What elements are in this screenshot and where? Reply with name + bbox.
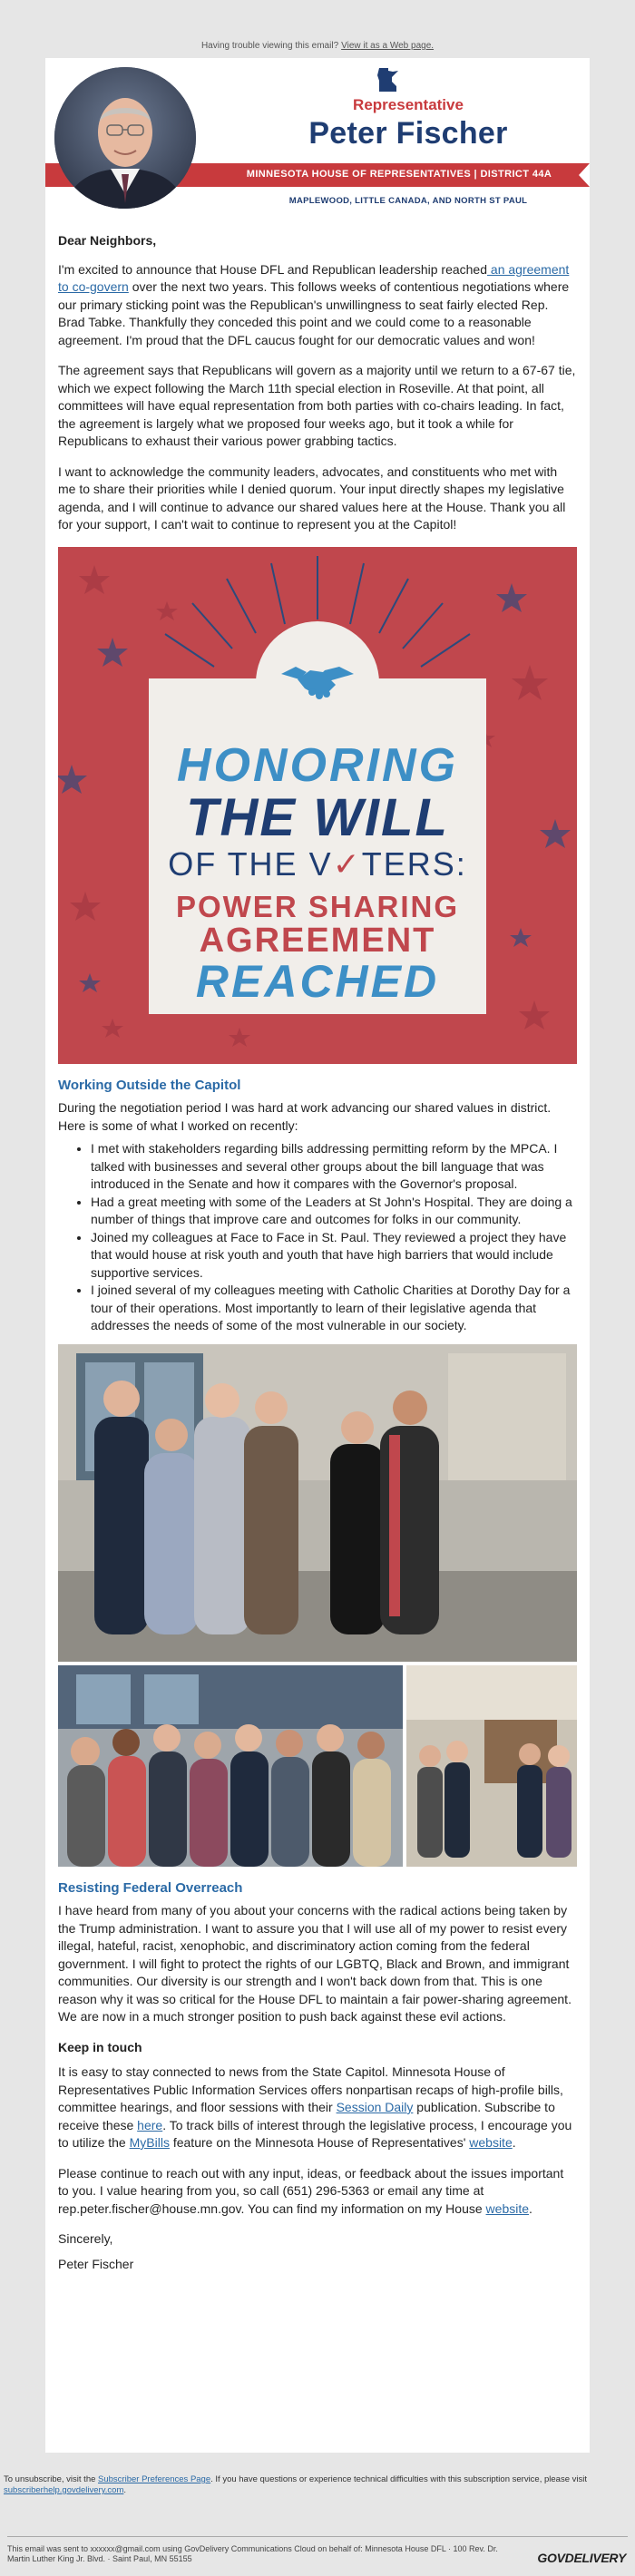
power-sharing-graphic [58,547,577,1064]
paragraph-text: . [512,2135,516,2150]
portrait-photo [54,67,196,209]
web-page-link[interactable]: View it as a Web page. [341,41,435,51]
group-photo-main [58,1344,577,1662]
house-website-link[interactable]: website [469,2135,513,2150]
footer-text: . [123,2485,126,2495]
graphic-power-sharing-text: POWER SHARING [175,889,460,923]
paragraph-agreement [58,261,577,350]
newsletter-header [45,58,590,221]
mybills-link[interactable]: MyBills [129,2135,170,2150]
sent-to-notice: This email was sent to xxxxxx@gmail.com using GovDelivery Communications Cloud on behalf of: Minnesota House DFL · 100 Rev. Dr. Martin Luther King Jr. Blvd. · Saint Paul, MN 55155 [7,2544,498,2563]
subscriber-preferences-link[interactable]: Subscriber Preferences Page [98,2474,211,2484]
list-item: • Had a great meeting with some of the Leaders at St John's Hospital. They are doing a number of things that improve care and outcomes for folks in our community. [91,1194,577,1229]
paragraph-text: . [529,2200,532,2216]
rep-title-label: Representative [353,96,464,113]
govdelivery-logo[interactable]: GOVDELIVERY [537,2551,626,2565]
footer-text: To unsubscribe, visit the [4,2474,99,2484]
district-banner-text: MINNESOTA HOUSE OF REPRESENTATIVES | DISTRICT 44A [246,169,552,180]
greeting: Dear Neighbors, [58,233,157,248]
footer-divider [7,2536,628,2537]
sign-off: Sincerely, [58,2231,113,2246]
minnesota-state-icon [376,67,400,93]
footer-text: . If you have questions or experience technical difficulties with this subscription service, please visit [210,2474,587,2484]
list-item: • I met with stakeholders regarding bills addressing permitting reform by the MPCA. I talked with businesses and several other groups about the bill language that was introduced in the Senate and how it compares with the Governor's proposal. [91,1140,577,1194]
signature-name: Peter Fischer [58,2256,134,2271]
subscriber-help-link[interactable]: subscriberhelp.govdelivery.com [4,2485,124,2495]
activity-list [58,1140,577,1335]
web-view-bar [0,0,635,58]
paragraph-text: It is easy to stay connected to news from the State Capitol. Minnesota House of Representatives Public Information Services offers nonpartisan recaps of high-profile bills, committee hearings, and floor sessions with their [58,2064,563,2114]
section-heading-federal: Resisting Federal Overreach [58,1879,243,1896]
paragraph-text: publication. Subscribe to receive these [58,2100,555,2132]
federal-paragraph: I have heard from many of you about your concerns with the radical actions being taken by the Trump administration. I want to assure you that I will use all of my power to resist every illegal, hateful, racist, xenophobic, and discriminatory action coming from the federal government. I will fight to protect the rights of our LGBTQ, Black and Brown, and immigrant communities. Our diversity is our strength and I won't back down from that. This is one reason why it was so critical for the House DFL to maintain a fair power-sharing agreement. We are now in a much stronger position to push back against these evil actions. [58,1903,572,2024]
keep-in-touch-paragraph [58,2064,577,2152]
newsletter-body [45,221,590,2273]
outside-intro: During the negotiation period I was hard at work advancing our shared values in district. Here is some of what I worked on recently: [58,1100,552,1133]
graphic-agreement-text: AGREEMENT [199,921,436,960]
co-govern-agreement-link[interactable]: an agreement to co-govern [58,261,570,294]
rep-name: Peter Fischer [308,116,508,151]
district-cities: MAPLEWOOD, LITTLE CANADA, AND NORTH ST PAUL [288,196,528,206]
list-item: • Joined my colleagues at Face to Face in St. Paul. They reviewed a project they have that would house at risk youth and youth that have high barriers that would include supportive services. [91,1229,577,1283]
paragraph-majority: The agreement says that Republicans will govern as a majority until we return to a 67-67 tie, which we expect following the March 11th special election in Roseville. At that point, all committees will have equal representation from both parties with co-chairs leading. In fact, the agreement is largely what we proposed four weeks ago, but it took a while for Republicans to exhaust their various power grabbing tactics. [58,363,576,448]
paragraph-acknowledge: I want to acknowledge the community leaders, advocates, and constituents who met with me to share their priorities while I denied quorum. Your input directly shapes my legislative agenda, and I will continue to advance our shared values here at the House. Thank you all for your support, I can't wait to continue to represent you at the Capitol! [58,463,566,532]
paragraph-text: I'm excited to announce that House DFL and Republican leadership reached [58,261,488,277]
contact-paragraph [58,2165,577,2219]
graphic-honoring-text: HONORING [177,738,458,792]
group-photo-row [58,1665,577,1867]
member-website-link[interactable]: website [485,2200,530,2216]
paragraph-text: feature on the Minnesota House of Representatives' [169,2135,470,2150]
graphic-the-will-text: THE WILL [186,787,449,847]
paragraph-text: Please continue to reach out with any input, ideas, or feedback about the issues important to you. I value hearing from you, so call (651) 296-5363 or email any time at rep.peter.fischer@house.mn.gov. You can find my information on my House [58,2165,564,2216]
newsletter-card [45,58,590,2453]
paragraph-text: . To track bills of interest through the legislative process, I encourage you to utilize the [58,2117,572,2150]
session-daily-link[interactable]: Session Daily [336,2100,414,2114]
subscribe-here-link[interactable]: here [137,2117,163,2132]
graphic-reached-text: REACHED [195,955,440,1007]
unsubscribe-footer [0,2474,635,2496]
section-heading-outside: Working Outside the Capitol [58,1077,241,1093]
trouble-text: Having trouble viewing this email? [200,41,339,51]
paragraph-text: over the next two years. This follows weeks of contentious negotiations where our primary sticking point was the Republican's unwillingness to seat fairly elected Rep. Brad Tabke. Thankfully they conceded this point and we could come to a reasonable agreement. I'm proud that the DFL caucus fought for our democratic values and won! [58,279,570,347]
list-item: • I joined several of my colleagues meeting with Catholic Charities at Dorothy Day for a tour of their operations. Most importantly to learn of their legislative agenda that addresses the needs of some of the most vulnerable in our society. [91,1282,577,1335]
graphic-of-the-voters-text: OF THE V✓TERS: [168,844,467,883]
section-heading-keep-in-touch: Keep in touch [58,2039,142,2054]
